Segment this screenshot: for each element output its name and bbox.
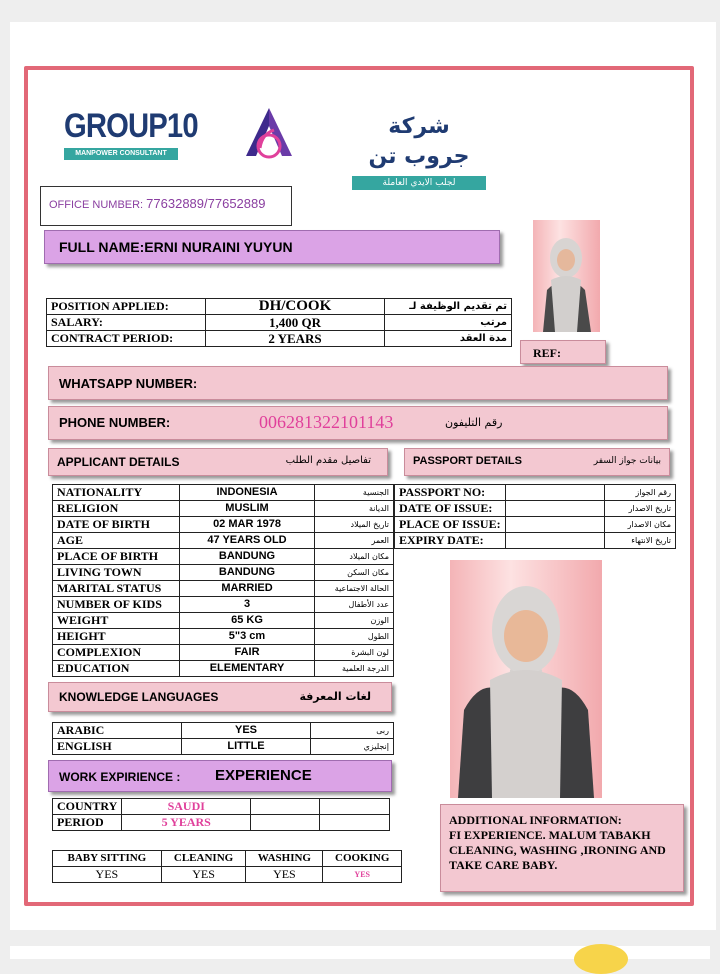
empty-cell	[251, 815, 320, 831]
applicant-field-arabic: الجنسية	[315, 485, 394, 501]
applicant-field-label: NUMBER OF KIDS	[53, 597, 180, 613]
table-row	[53, 661, 394, 677]
passport-details-table	[394, 484, 676, 549]
work-label: COUNTRY	[53, 799, 122, 815]
table-row	[395, 517, 676, 533]
empty-cell	[320, 799, 390, 815]
skill-header: WASHING	[246, 851, 323, 867]
passport-field-label: EXPIRY DATE:	[395, 533, 506, 549]
applicant-field-value: 5"3 cm	[180, 629, 315, 645]
table-row	[47, 331, 512, 347]
brand-sub: MANPOWER CONSULTANT	[64, 148, 178, 160]
applicant-field-value: BANDUNG	[180, 549, 315, 565]
language-arabic: إنجليزي	[311, 739, 394, 755]
office-number-box	[40, 186, 292, 226]
table-row	[53, 815, 390, 831]
passport-field-arabic: رقم الجواز	[604, 485, 675, 501]
group10-logo	[64, 107, 198, 164]
position-arabic: تم تقديم الوظيفة لـ	[385, 299, 512, 315]
applicant-field-label: RELIGION	[53, 501, 180, 517]
position-table	[46, 298, 512, 347]
table-row	[53, 723, 394, 739]
table-row	[395, 533, 676, 549]
additional-info-text: FI EXPERIENCE. MALUM TABAKH CLEANING, WASHING ,IRONING AND TAKE CARE BABY.	[449, 828, 666, 872]
applicant-field-arabic: الديانة	[315, 501, 394, 517]
applicant-field-arabic: مكان السكن	[315, 565, 394, 581]
skill-value: YES	[323, 867, 402, 883]
applicant-field-value: MARRIED	[180, 581, 315, 597]
work-experience-label: WORK EXPIRIENCE :	[59, 770, 181, 784]
contract-value: 2 YEARS	[206, 331, 385, 347]
applicant-field-arabic: مكان الميلاد	[315, 549, 394, 565]
skill-value: YES	[246, 867, 323, 883]
skill-value: YES	[161, 867, 246, 883]
applicant-field-arabic: الوزن	[315, 613, 394, 629]
languages-label: KNOWLEDGE LANGUAGES	[59, 690, 219, 704]
position-value: DH/COOK	[206, 299, 385, 315]
applicant-photo-small	[533, 220, 600, 332]
applicant-field-label: LIVING TOWN	[53, 565, 180, 581]
phone-bar	[48, 406, 668, 440]
work-value: 5 YEARS	[122, 815, 251, 831]
applicant-field-value: ELEMENTARY	[180, 661, 315, 677]
table-row	[47, 315, 512, 331]
arabic-company-name: شركة جروب تن	[368, 114, 470, 169]
work-label: PERIOD	[53, 815, 122, 831]
passport-details-bar	[404, 448, 670, 476]
applicant-details-arabic: تفاصيل مقدم الطلب	[285, 455, 371, 466]
passport-field-arabic: تاريخ الاصدار	[604, 501, 675, 517]
languages-arabic: لغات المعرفة	[299, 690, 371, 703]
applicant-details-bar	[48, 448, 388, 476]
table-row	[395, 485, 676, 501]
language-value: YES	[182, 723, 311, 739]
applicant-field-arabic: لون البشرة	[315, 645, 394, 661]
skill-value: YES	[53, 867, 162, 883]
applicant-field-label: PLACE OF BIRTH	[53, 549, 180, 565]
empty-cell	[320, 815, 390, 831]
office-number-label: OFFICE NUMBER:	[49, 199, 147, 211]
skill-header: BABY SITTING	[53, 851, 162, 867]
skill-header: CLEANING	[161, 851, 246, 867]
passport-field-arabic: مكان الاصدار	[604, 517, 675, 533]
applicant-field-arabic: تاريخ الميلاد	[315, 517, 394, 533]
passport-details-arabic: بيانات جواز السفر	[593, 456, 661, 466]
applicant-field-label: COMPLEXION	[53, 645, 180, 661]
language-value: LITTLE	[182, 739, 311, 755]
applicant-field-value: MUSLIM	[180, 501, 315, 517]
applicant-field-arabic: العمر	[315, 533, 394, 549]
applicant-field-arabic: الطول	[315, 629, 394, 645]
table-row	[395, 501, 676, 517]
table-row	[53, 549, 394, 565]
work-experience-table	[52, 798, 390, 831]
applicant-field-value: INDONESIA	[180, 485, 315, 501]
passport-field-value	[505, 533, 604, 549]
applicant-field-arabic: الدرجة العلمية	[315, 661, 394, 677]
salary-value: 1,400 QR	[206, 315, 385, 331]
passport-details-label: PASSPORT DETAILS	[413, 455, 522, 467]
applicant-field-value: FAIR	[180, 645, 315, 661]
applicant-field-label: EDUCATION	[53, 661, 180, 677]
contract-arabic: مدة العقد	[385, 331, 512, 347]
applicant-field-label: WEIGHT	[53, 613, 180, 629]
passport-field-value	[505, 501, 604, 517]
arabic-company-logo	[352, 112, 486, 188]
applicant-photo-large	[450, 560, 602, 798]
passport-field-value	[505, 485, 604, 501]
table-row	[53, 581, 394, 597]
table-row	[53, 645, 394, 661]
languages-table	[52, 722, 394, 755]
language-arabic: ربى	[311, 723, 394, 739]
work-value: SAUDI	[122, 799, 251, 815]
applicant-field-value: 02 MAR 1978	[180, 517, 315, 533]
ref-label: REF:	[533, 346, 561, 360]
applicant-field-value: 3	[180, 597, 315, 613]
applicant-field-arabic: الحالة الاجتماعية	[315, 581, 394, 597]
language-label: ENGLISH	[53, 739, 182, 755]
yellow-circle-decoration	[574, 944, 628, 974]
applicant-field-label: MARITAL STATUS	[53, 581, 180, 597]
skill-header: COOKING	[323, 851, 402, 867]
table-row	[53, 867, 402, 883]
applicant-field-label: HEIGHT	[53, 629, 180, 645]
whatsapp-bar	[48, 366, 668, 400]
applicant-field-value: 65 KG	[180, 613, 315, 629]
passport-field-label: DATE OF ISSUE:	[395, 501, 506, 517]
ref-box	[520, 340, 606, 364]
applicant-field-value: 47 YEARS OLD	[180, 533, 315, 549]
work-experience-title: EXPERIENCE	[215, 767, 312, 784]
phone-arabic: رقم التليفون	[445, 416, 503, 429]
table-row	[53, 533, 394, 549]
language-label: ARABIC	[53, 723, 182, 739]
applicant-details-label: APPLICANT DETAILS	[57, 455, 180, 469]
phone-value: 006281322101143	[259, 412, 394, 432]
full-name: FULL NAME:ERNI NURAINI YUYUN	[59, 239, 293, 255]
applicant-field-value: BANDUNG	[180, 565, 315, 581]
office-number-value: 77632889/77652889	[146, 196, 266, 211]
passport-field-value	[505, 517, 604, 533]
table-row	[53, 501, 394, 517]
table-row	[53, 629, 394, 645]
applicant-field-label: NATIONALITY	[53, 485, 180, 501]
salary-arabic: مرتب	[385, 315, 512, 331]
table-row	[53, 565, 394, 581]
table-row	[53, 517, 394, 533]
passport-field-arabic: تاريخ الانتهاء	[604, 533, 675, 549]
skills-table	[52, 850, 402, 883]
center-logo-icon	[240, 104, 298, 164]
table-row	[53, 485, 394, 501]
position-label: POSITION APPLIED:	[47, 299, 206, 315]
additional-info-title: ADDITIONAL INFORMATION:	[449, 813, 622, 827]
whatsapp-label: WHATSAPP NUMBER:	[59, 376, 198, 391]
arabic-tagline: لجلب الايدي العاملة	[352, 176, 486, 190]
contract-label: CONTRACT PERIOD:	[47, 331, 206, 347]
phone-label: PHONE NUMBER:	[59, 415, 171, 430]
work-experience-bar	[48, 760, 392, 792]
applicant-field-label: DATE OF BIRTH	[53, 517, 180, 533]
additional-info-box	[440, 804, 684, 892]
languages-bar	[48, 682, 392, 712]
table-row	[53, 851, 402, 867]
brand-main: GROUP10	[64, 107, 198, 145]
table-row	[53, 799, 390, 815]
passport-field-label: PASSPORT NO:	[395, 485, 506, 501]
empty-cell	[251, 799, 320, 815]
full-name-bar	[44, 230, 500, 264]
salary-label: SALARY:	[47, 315, 206, 331]
applicant-details-table	[52, 484, 394, 677]
applicant-field-arabic: عدد الأطفال	[315, 597, 394, 613]
applicant-field-label: AGE	[53, 533, 180, 549]
table-row	[47, 299, 512, 315]
table-row	[53, 597, 394, 613]
table-row	[53, 613, 394, 629]
passport-field-label: PLACE OF ISSUE:	[395, 517, 506, 533]
table-row	[53, 739, 394, 755]
